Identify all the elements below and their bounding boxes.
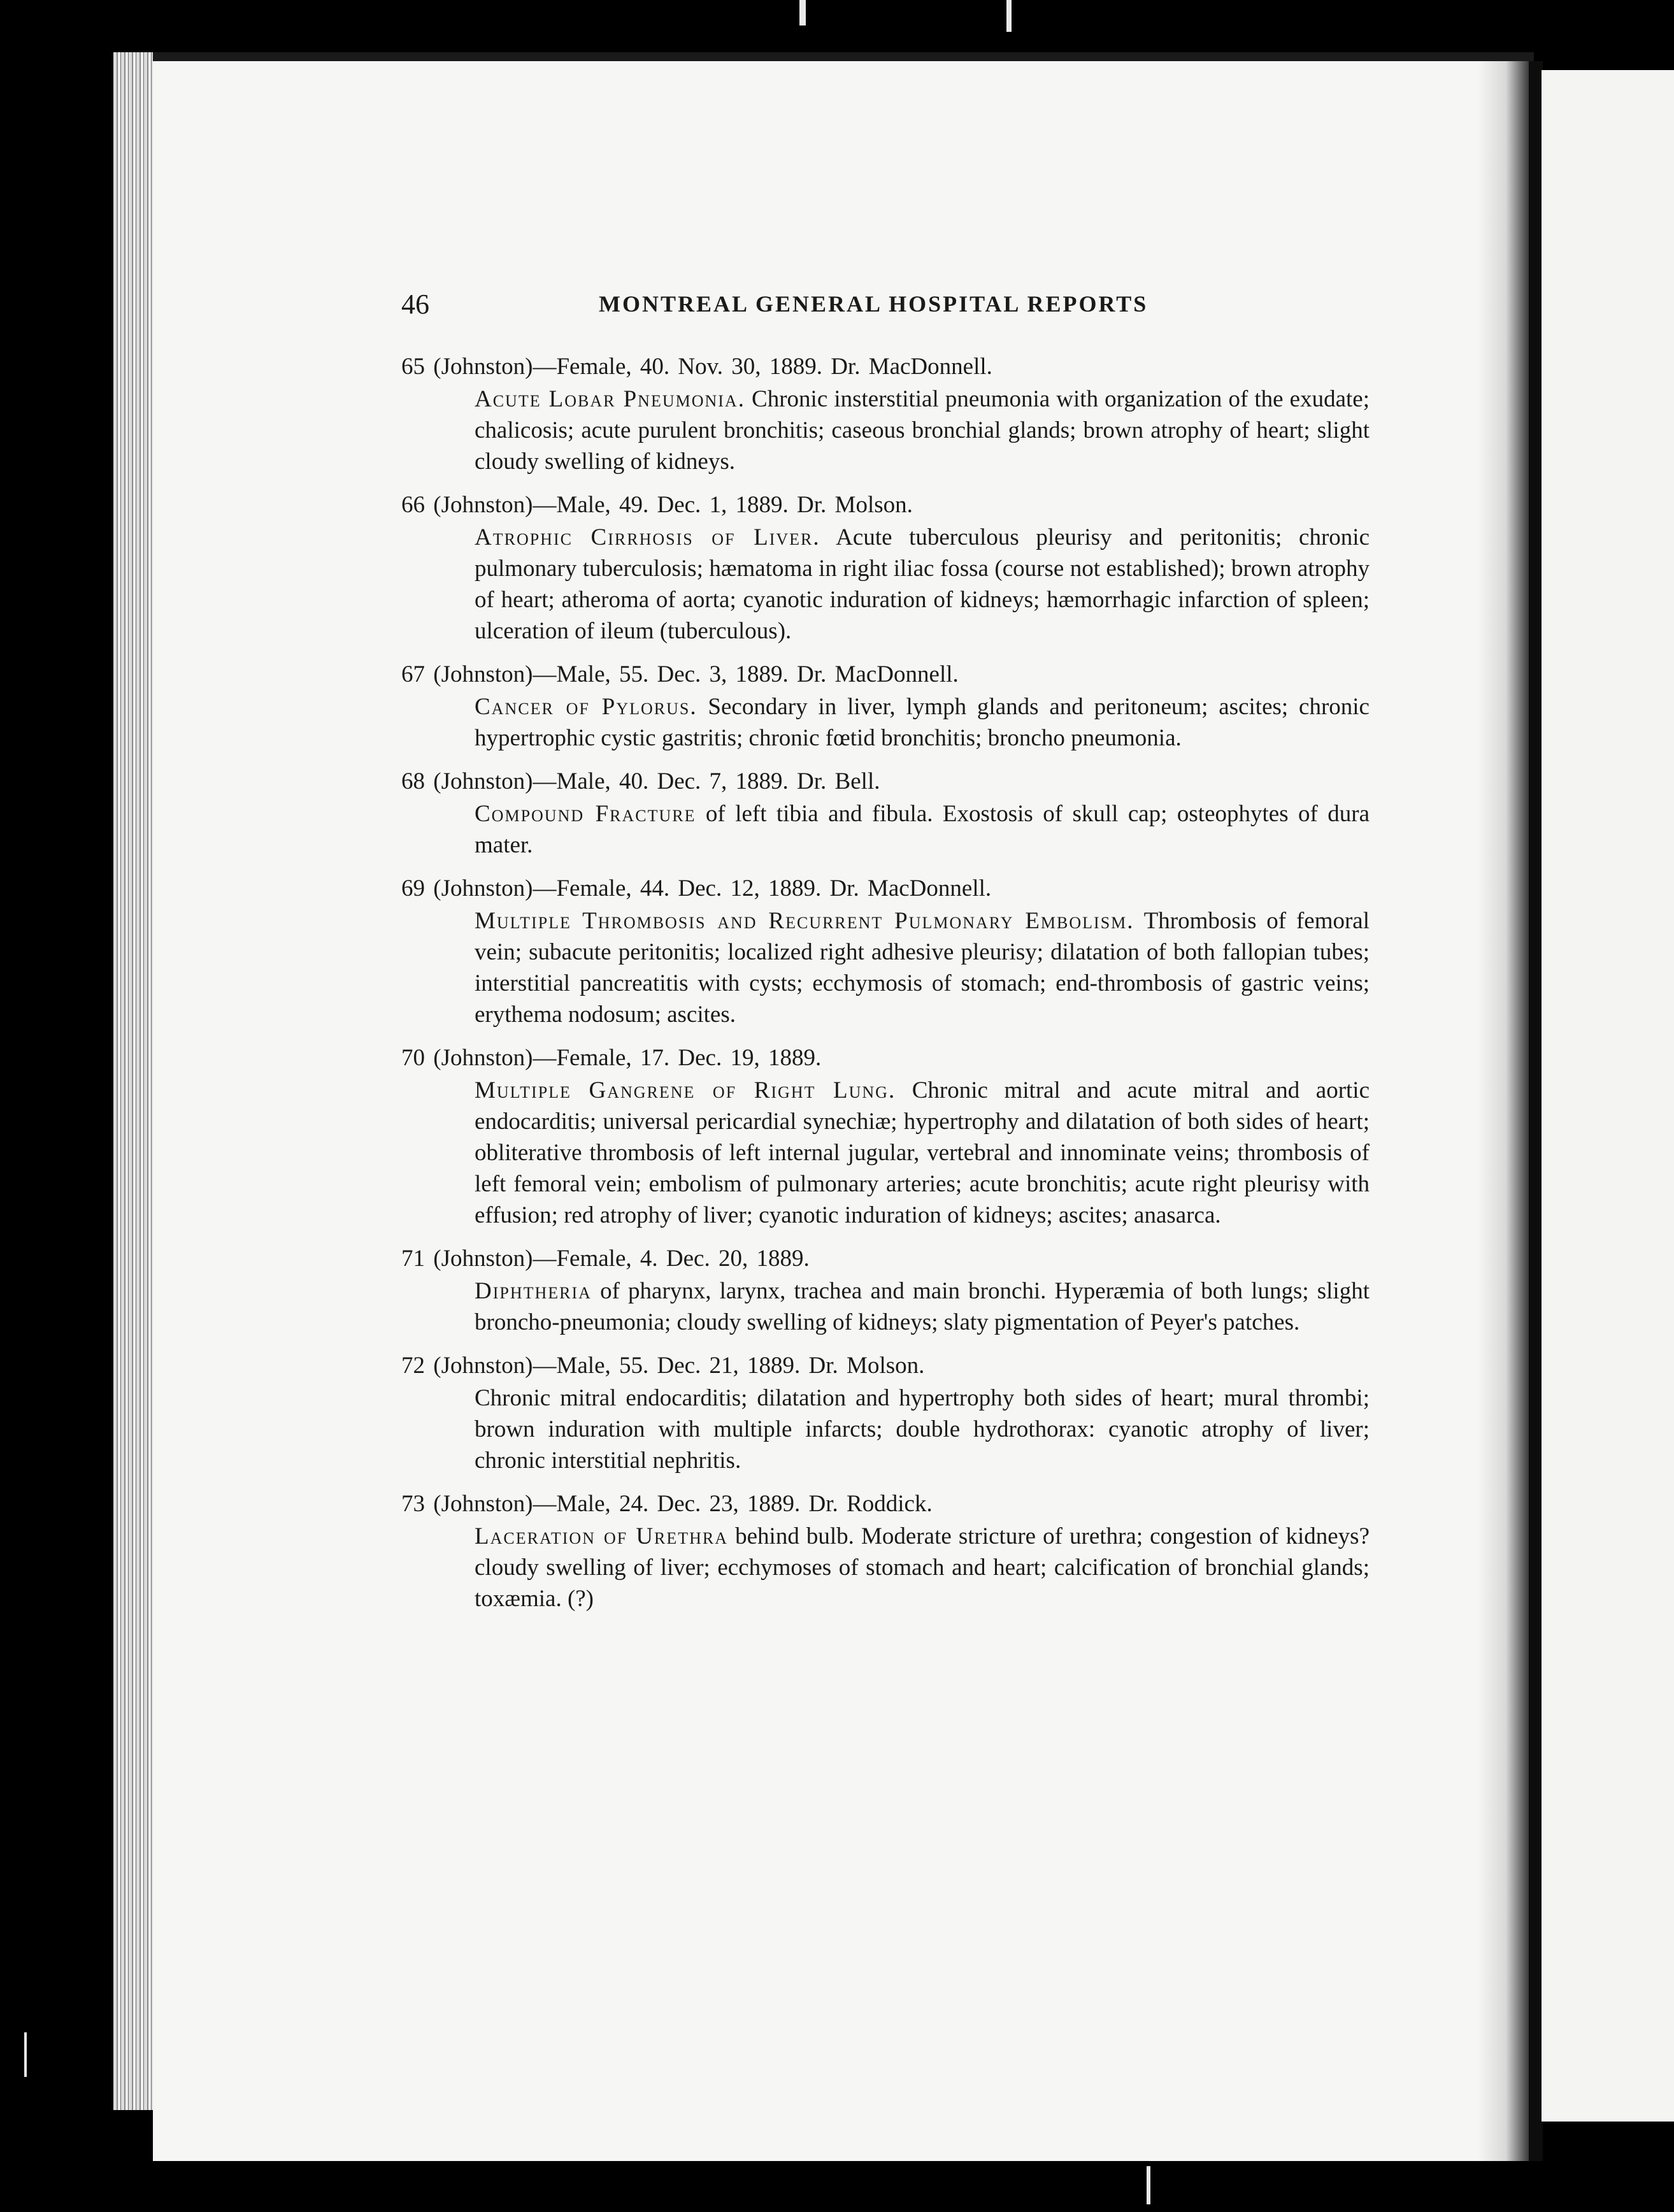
findings: Thrombosis of femoral vein; subacute peritonitis; localized right adhesive pleurisy; dilatation of both fallopian tubes; interstitial pancreatitis with cysts; ecchymosis of stomach; end-thrombosis of gastric veins; erythema nodosum; ascites.	[475, 908, 1370, 1028]
page-number: 46	[401, 289, 429, 320]
facing-page-sliver	[1542, 70, 1674, 2122]
entry-body	[475, 691, 1370, 754]
entry-heading: 69 (Johnston)—Female, 44. Dec. 12, 1889. Dr. MacDonnell.	[401, 875, 992, 901]
diagnosis: Compound Fracture	[475, 801, 696, 827]
diagnosis: Laceration of Urethra	[475, 1523, 729, 1549]
entry-heading: 66 (Johnston)—Male, 49. Dec. 1, 1889. Dr. Molson.	[401, 492, 913, 518]
entry-66	[401, 489, 1370, 647]
stray-scan-mark	[1006, 0, 1012, 32]
diagnosis: Diphtheria	[475, 1278, 592, 1304]
findings: Acute tuberculous pleurisy and peritonitis; chronic pulmonary tuberculosis; hæmatoma in right iliac fossa (course not established); brown atrophy of heart; atheroma of aorta; cyanotic induration of kidneys; hæmorrhagic infarction of spleen; ulceration of ileum (tuberculous).	[475, 524, 1370, 644]
entry-heading: 72 (Johnston)—Male, 55. Dec. 21, 1889. Dr. Molson.	[401, 1353, 925, 1379]
entry-body	[475, 798, 1370, 861]
entry-72	[401, 1349, 1370, 1476]
findings: Chronic mitral and acute mitral and aortic endocarditis; universal pericardial synechiæ; hypertrophy and dilatation of both sides of heart; obliterative thrombosis of left internal jugular, vertebral and innominate veins; thrombosis of left femoral vein; embolism of pulmonary arteries; acute bronchitis; acute right pleurisy with effusion; red atrophy of liver; cyanotic induration of kidneys; ascites; anasarca.	[475, 1077, 1370, 1228]
entry-body	[475, 1075, 1370, 1231]
findings: Chronic mitral endocarditis; dilatation and hypertrophy both sides of heart; mural thrombi; brown induration with multiple infarcts; double hydrothorax: cyanotic atrophy of liver; chronic interstitial nephritis.	[475, 1385, 1370, 1474]
entry-68	[401, 765, 1370, 861]
entry-67	[401, 658, 1370, 754]
stray-scan-mark	[1147, 2166, 1150, 2204]
findings: behind bulb. Moderate stricture of urethra; congestion of kidneys? cloudy swelling of liver; ecchymoses of stomach and heart; calcification of bronchial glands; toxæmia. (?)	[475, 1523, 1370, 1612]
diagnosis: Multiple Thrombosis and Recurrent Pulmonary Embolism.	[475, 908, 1134, 934]
entry-73	[401, 1488, 1370, 1614]
running-head	[401, 288, 1370, 324]
entry-71	[401, 1242, 1370, 1338]
findings: Secondary in liver, lymph glands and peritoneum; ascites; chronic hypertrophic cystic gastritis; chronic fœtid bronchitis; broncho pneumonia.	[475, 694, 1370, 751]
diagnosis: Multiple Gangrene of Right Lung.	[475, 1077, 896, 1103]
findings: of left tibia and fibula. Exostosis of skull cap; osteophytes of dura mater.	[475, 801, 1370, 858]
entry-heading: 67 (Johnston)—Male, 55. Dec. 3, 1889. Dr. MacDonnell.	[401, 661, 959, 687]
entry-70	[401, 1042, 1370, 1231]
page-gap	[1529, 61, 1543, 2161]
entry-heading: 73 (Johnston)—Male, 24. Dec. 23, 1889. Dr. Roddick.	[401, 1491, 933, 1517]
entry-heading: 70 (Johnston)—Female, 17. Dec. 19, 1889.	[401, 1045, 822, 1071]
entry-body	[475, 1382, 1370, 1476]
entry-body	[475, 1275, 1370, 1338]
page-stack-left-edges	[113, 52, 153, 2110]
entry-heading: 71 (Johnston)—Female, 4. Dec. 20, 1889.	[401, 1246, 810, 1272]
entry-69	[401, 872, 1370, 1030]
entry-65	[401, 350, 1370, 477]
stray-scan-mark	[24, 2032, 27, 2077]
findings: of pharynx, larynx, trachea and main bronchi. Hyperæmia of both lungs; slight broncho-pneumonia; cloudy swelling of kidneys; slaty pigmentation of Peyer's patches.	[475, 1278, 1370, 1335]
entry-body	[475, 384, 1370, 477]
entry-body	[475, 1521, 1370, 1614]
entry-body	[475, 522, 1370, 647]
entry-heading: 65 (Johnston)—Female, 40. Nov. 30, 1889. Dr. MacDonnell.	[401, 354, 992, 380]
diagnosis: Atrophic Cirrhosis of Liver.	[475, 524, 820, 550]
entry-body	[475, 905, 1370, 1030]
binding-gutter-shadow	[1478, 61, 1529, 2161]
diagnosis: Acute Lobar Pneumonia.	[475, 386, 745, 412]
stray-scan-mark	[799, 0, 806, 25]
running-head-title: MONTREAL GENERAL HOSPITAL REPORTS	[599, 291, 1148, 317]
entry-heading: 68 (Johnston)—Male, 40. Dec. 7, 1889. Dr. Bell.	[401, 768, 880, 794]
diagnosis: Cancer of Pylorus.	[475, 694, 698, 720]
findings: Chronic insterstitial pneumonia with organization of the exudate; chalicosis; acute purulent bronchitis; caseous bronchial glands; brown atrophy of heart; slight cloudy swelling of kidneys.	[475, 386, 1370, 475]
autopsy-entries	[401, 350, 1370, 1626]
